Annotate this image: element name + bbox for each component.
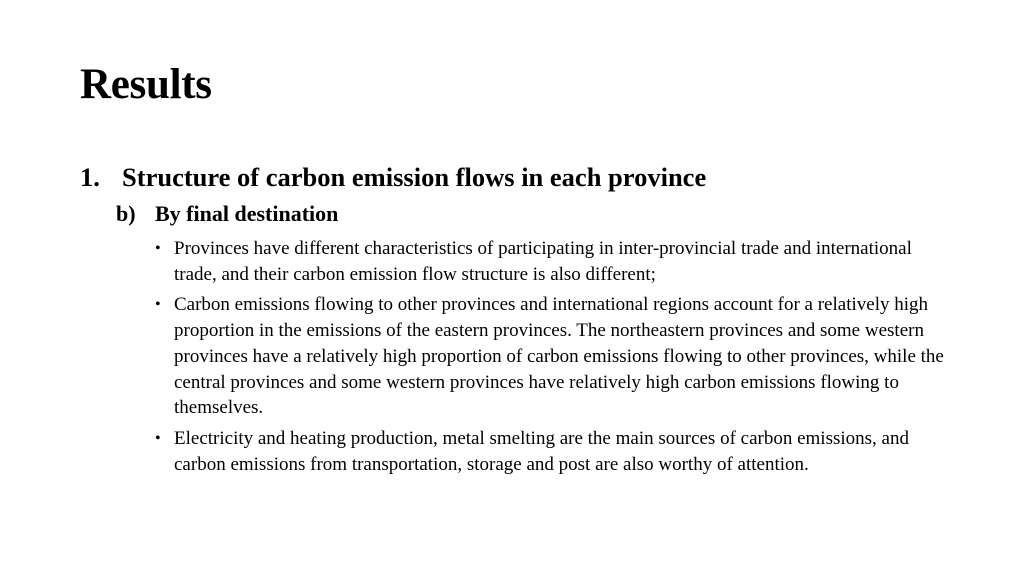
bullet-marker: • bbox=[155, 429, 161, 447]
subsection-heading-text: By final destination bbox=[155, 201, 339, 226]
bullet-text: Provinces have different characteristics of participating in inter-provincial trade and international trade, and their carbon emission flow structure is also different; bbox=[174, 238, 912, 285]
section-heading bbox=[80, 160, 960, 194]
bullet-item bbox=[155, 236, 945, 287]
bullet-item bbox=[155, 292, 945, 421]
bullet-text: Electricity and heating production, metal smelting are the main sources of carbon emissions, and carbon emissions from transportation, storage and post are also worthy of attention. bbox=[174, 427, 909, 475]
section-number: 1. bbox=[80, 162, 100, 192]
bullet-item bbox=[155, 426, 945, 477]
section-heading-text: Structure of carbon emission flows in each province bbox=[122, 162, 707, 192]
bullet-text: Carbon emissions flowing to other provinces and international regions account for a relatively high proportion in the emissions of the eastern provinces. The northeastern provinces and some western provinces have a relatively high proportion of carbon emissions flowing to other provinces, while the central provinces and some western provinces have relatively high carbon emissions flowing to themselves. bbox=[174, 294, 944, 419]
subsection-heading bbox=[116, 200, 956, 228]
bullet-list bbox=[155, 236, 945, 482]
bullet-marker: • bbox=[155, 240, 161, 257]
slide-title: Results bbox=[80, 61, 212, 108]
subsection-number: b) bbox=[116, 201, 136, 226]
bullet-marker: • bbox=[155, 296, 161, 314]
